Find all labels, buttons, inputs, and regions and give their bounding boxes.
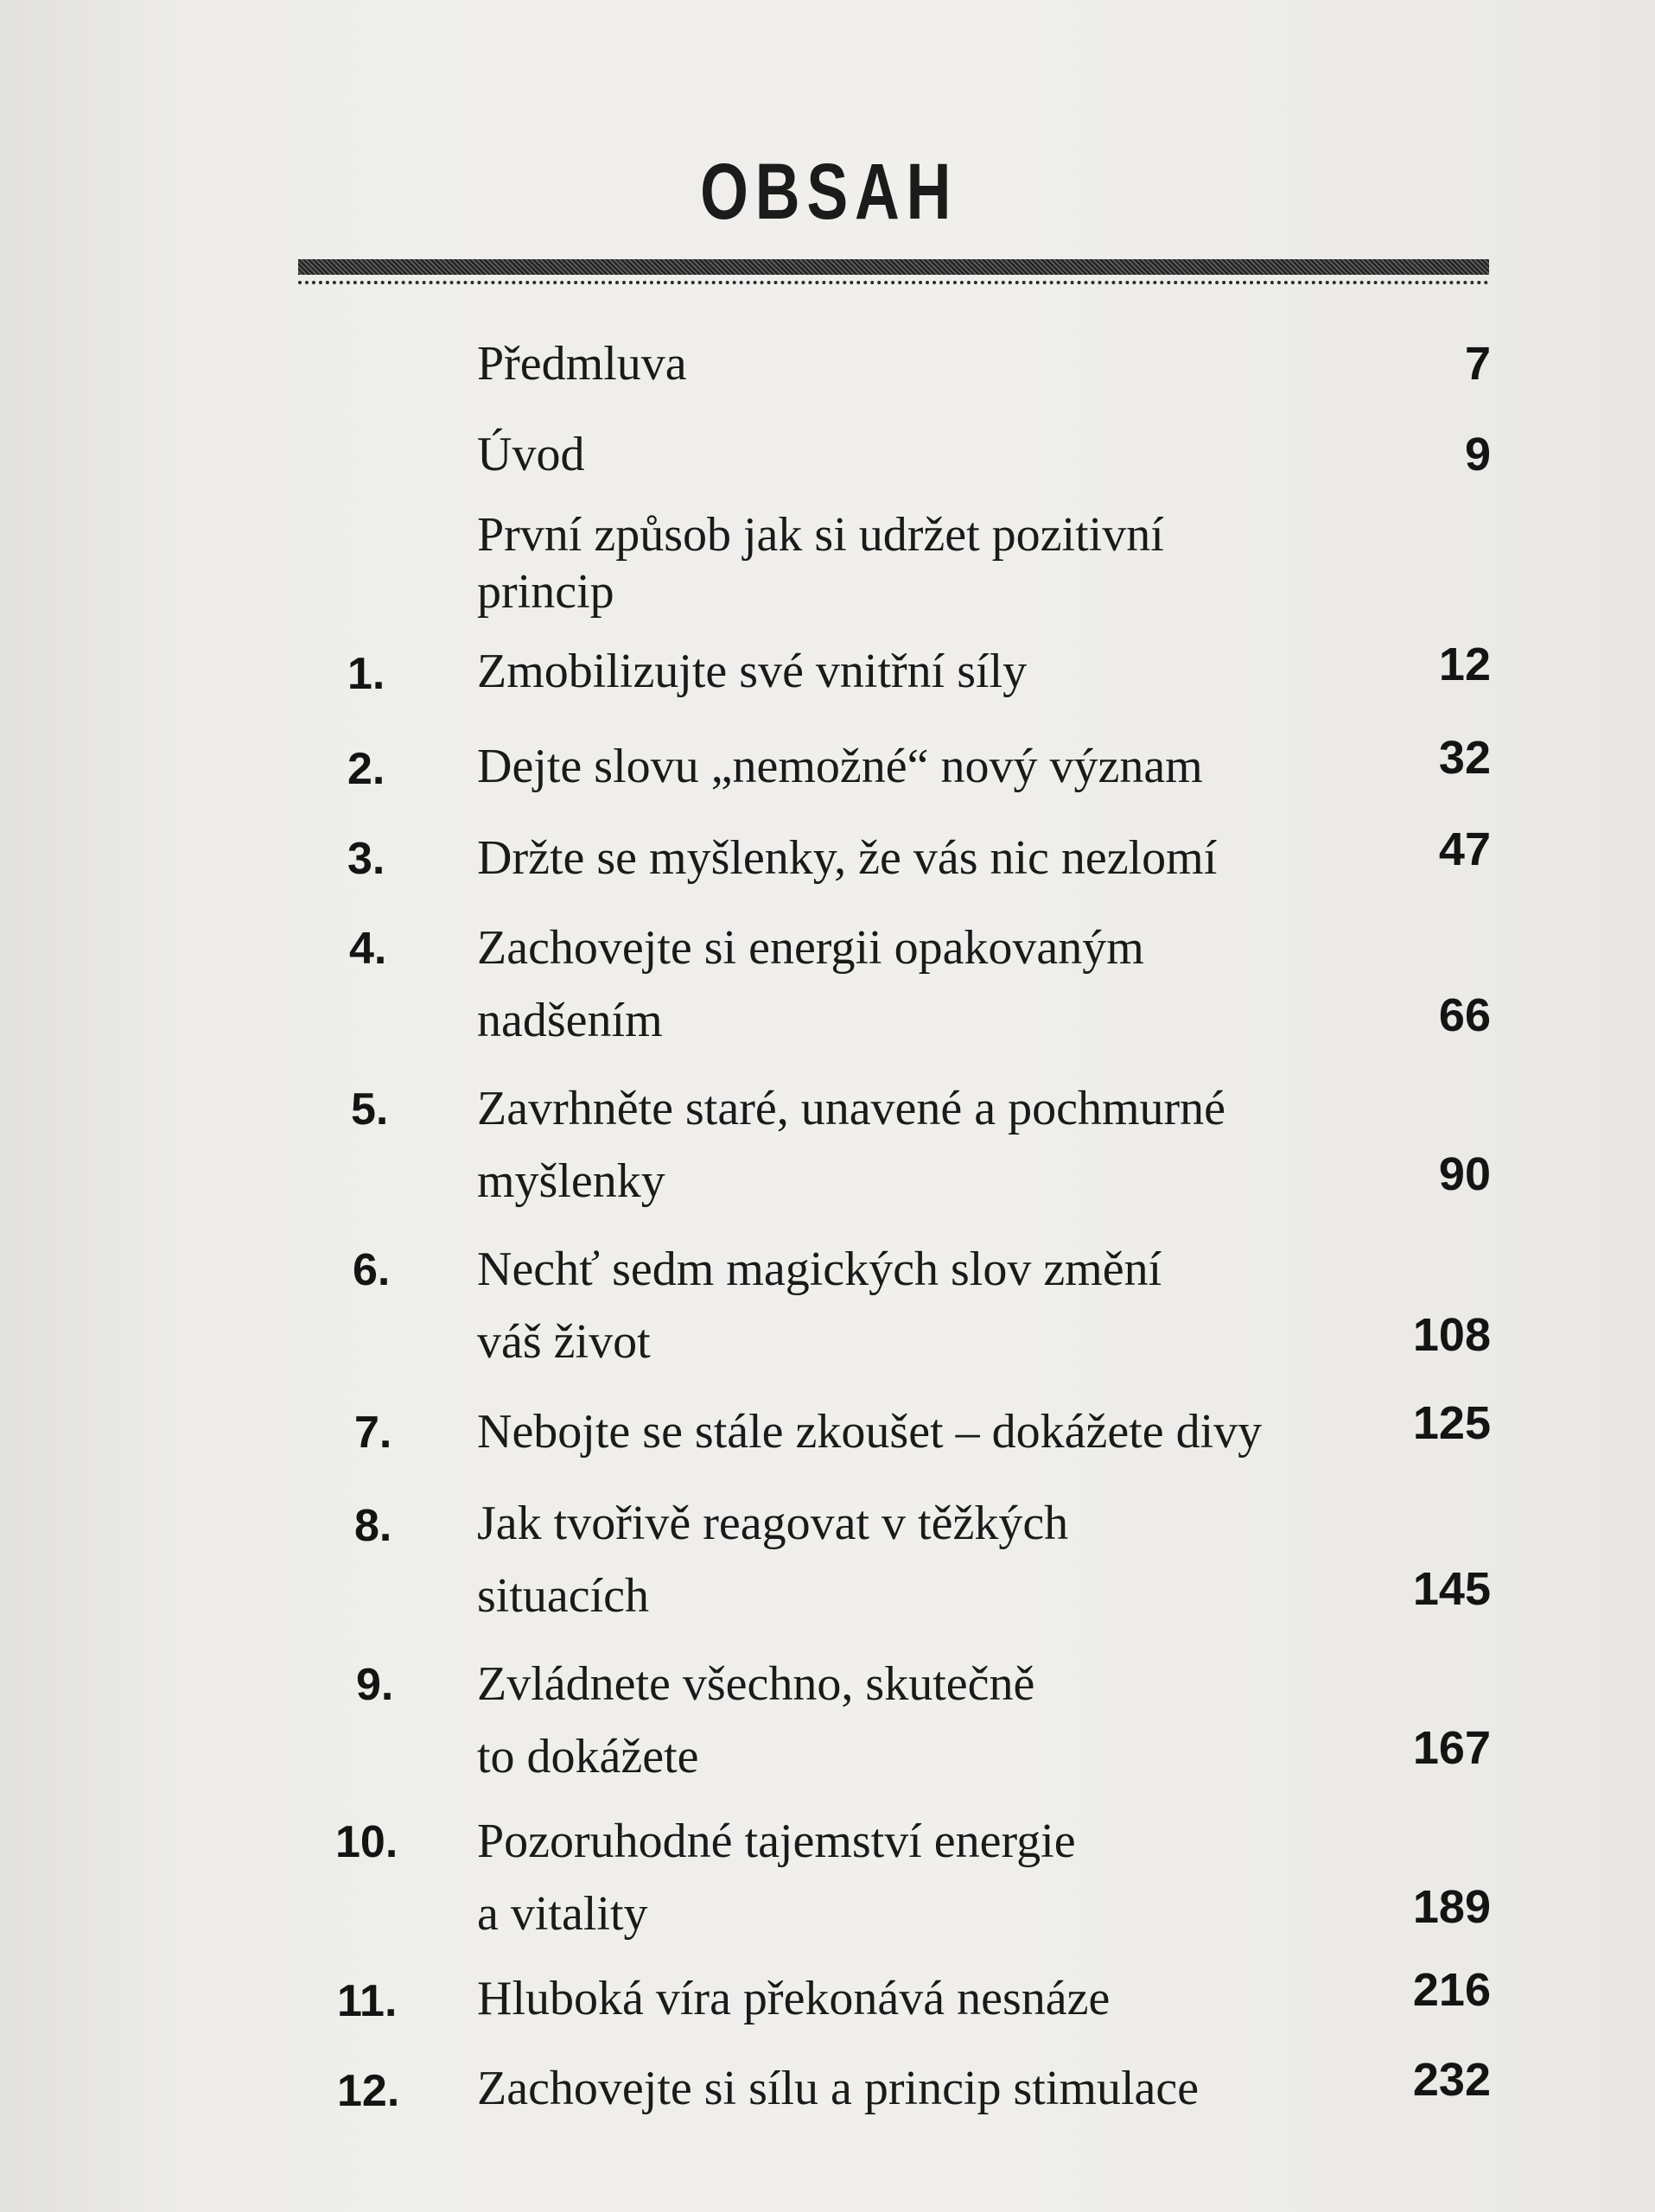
toc-entry-number: 6. <box>353 1245 391 1295</box>
toc-entry-number: 4. <box>349 924 387 974</box>
toc-entry-title: Nebojte se stále zkoušet – dokážete divy <box>477 1405 1263 1459</box>
title-divider <box>298 259 1489 297</box>
toc-entry-page: 47 <box>1438 823 1491 875</box>
toc-entry-number: 8. <box>354 1501 392 1551</box>
toc-entry-title: Zavrhněte staré, unavené a pochmurné <box>477 1082 1226 1135</box>
toc-entry-number: 7. <box>354 1408 392 1458</box>
toc-entry-title: Zmobilizujte své vnitřní síly <box>477 645 1028 698</box>
toc-entry-title: Úvod <box>477 428 585 481</box>
divider-dotted-line <box>298 281 1489 284</box>
toc-entry-page: 7 <box>1464 338 1491 390</box>
toc-entry-title-continued: situacích <box>477 1569 650 1623</box>
toc-entry-title-continued: princip <box>477 565 614 619</box>
toc-entry-page: 145 <box>1412 1563 1491 1615</box>
toc-title: OBSAH <box>700 148 958 236</box>
toc-entry-page: 167 <box>1412 1722 1491 1774</box>
toc-entry-number: 11. <box>337 1976 398 2026</box>
toc-entry-title: Držte se myšlenky, že vás nic nezlomí <box>477 831 1218 885</box>
toc-entry-title-continued: váš život <box>477 1315 651 1369</box>
toc-entry-title: Zvládnete všechno, skutečně <box>477 1657 1035 1711</box>
toc-entry-title: Nechť sedm magických slov změní <box>477 1243 1162 1296</box>
toc-entry-page: 232 <box>1412 2054 1491 2106</box>
toc-entry-number: 1. <box>347 649 385 699</box>
toc-entry-title: Hluboká víra překonává nesnáze <box>477 1972 1111 2025</box>
toc-entry-title-continued: a vitality <box>477 1887 648 1941</box>
toc-entry-title-continued: to dokážete <box>477 1730 699 1783</box>
toc-entry-number: 10. <box>335 1817 398 1867</box>
toc-entry-page: 66 <box>1438 989 1491 1041</box>
toc-entry-title: Zachovejte si sílu a princip stimulace <box>477 2062 1200 2115</box>
toc-entry-page: 216 <box>1412 1964 1491 2016</box>
toc-entry-number: 5. <box>351 1084 389 1135</box>
toc-entry-page: 125 <box>1412 1397 1491 1449</box>
toc-entry-number: 3. <box>347 834 385 884</box>
toc-entry-title: Dejte slovu „nemožné“ nový význam <box>477 740 1203 793</box>
toc-entry-title: Předmluva <box>477 337 687 391</box>
toc-entry-title: První způsob jak si udržet pozitivní <box>477 508 1164 562</box>
divider-thick-line <box>298 259 1489 275</box>
toc-entry-number: 2. <box>347 744 385 794</box>
toc-entry-title-continued: nadšením <box>477 994 663 1047</box>
toc-entry-title: Pozoruhodné tajemství energie <box>477 1815 1076 1868</box>
toc-entry-number: 9. <box>356 1660 394 1710</box>
toc-entry-page: 189 <box>1412 1881 1491 1933</box>
toc-entry-title: Jak tvořivě reagovat v těžkých <box>477 1497 1069 1550</box>
toc-entry-page: 108 <box>1412 1309 1491 1361</box>
toc-entry-page: 90 <box>1438 1148 1491 1200</box>
toc-entry-title: Zachovejte si energii opakovaným <box>477 921 1144 975</box>
toc-entry-page: 12 <box>1438 639 1491 690</box>
toc-entry-page: 9 <box>1464 429 1491 480</box>
toc-entry-page: 32 <box>1438 732 1491 784</box>
toc-entry-number: 12. <box>337 2066 400 2116</box>
toc-entry-title-continued: myšlenky <box>477 1154 665 1208</box>
